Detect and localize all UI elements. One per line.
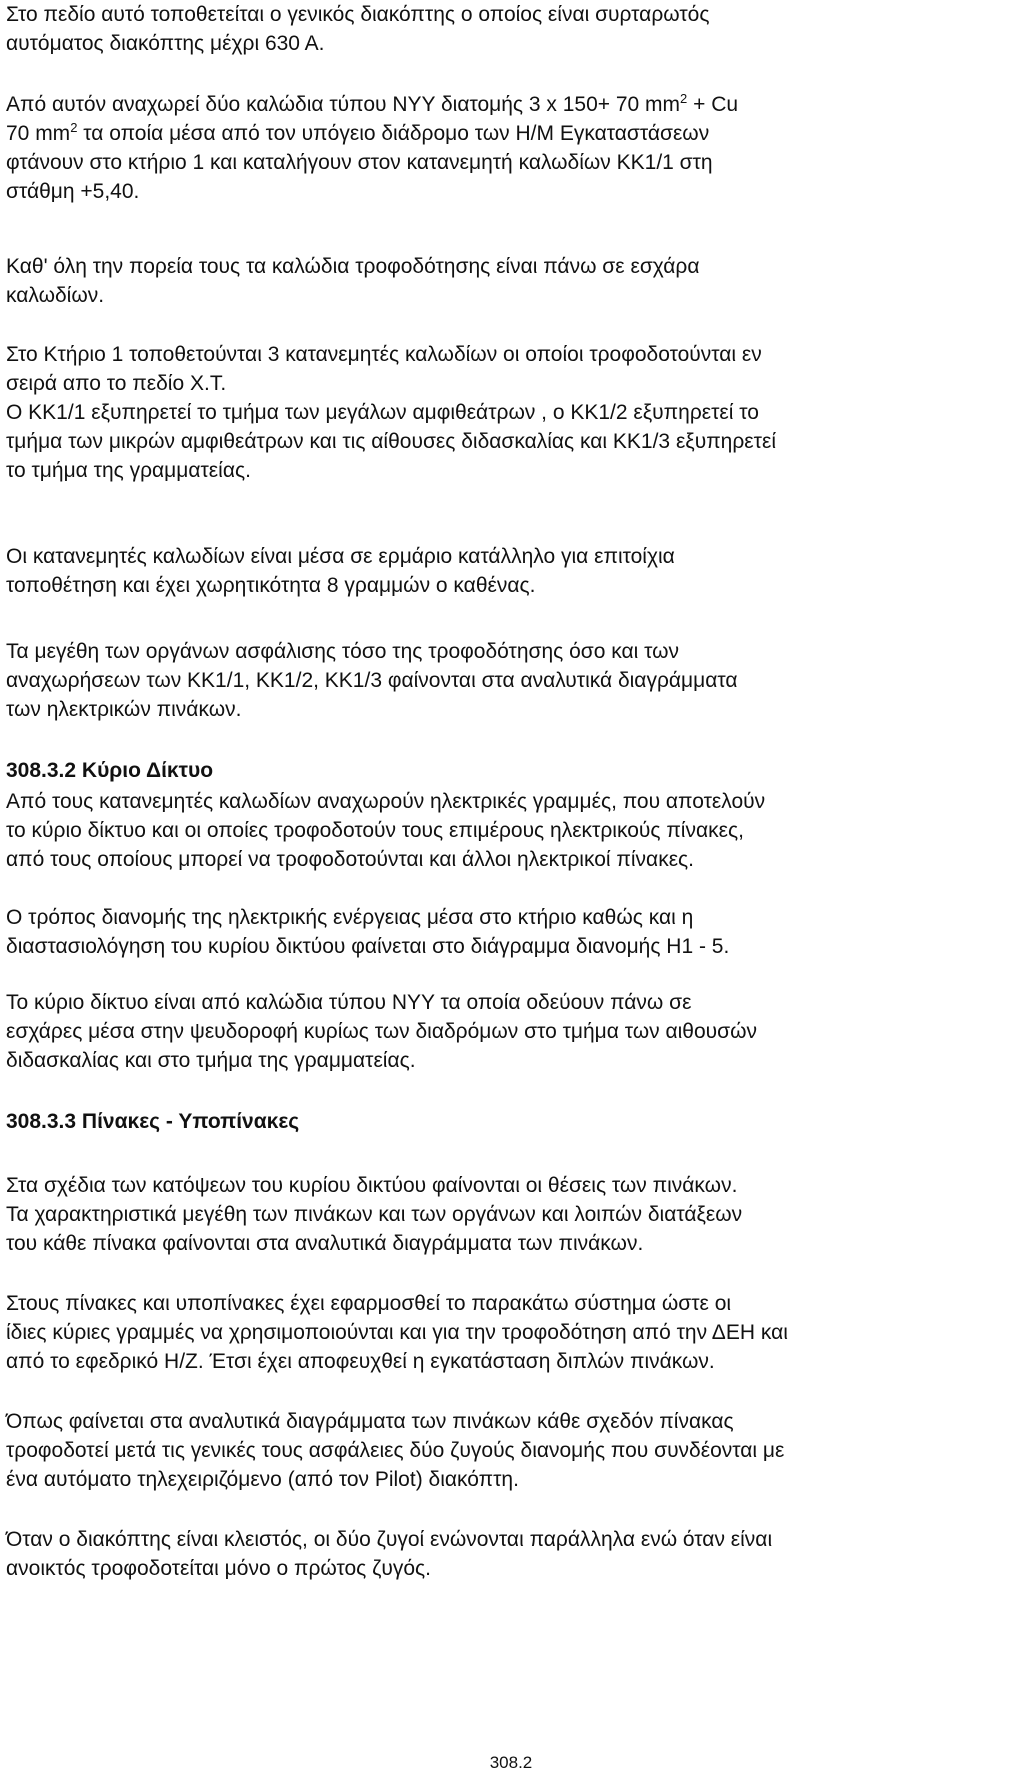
cables-text-a: Από αυτόν αναχωρεί δύο καλώδια τύπου NYY διατομής 3 x 150+ 70 mm [6, 93, 681, 116]
paragraph-panel-positions: Στα σχέδια των κατόψεων του κυρίου δικτύου φαίνονται οι θέσεις των πινάκων. Τα χαρακτηριστικά μεγέθη των πινάκων και των οργάνων και λοιπών διατάξεων του κάθε πίνακα φαίνονται στα αναλυτικά διαγράμματα των πινάκων. [6, 1174, 743, 1255]
paragraph-cabinet: Οι κατανεμητές καλωδίων είναι μέσα σε ερμάριο κατάλληλο για επιτοίχια τοποθέτηση και έχει χωρητικότητα 8 γραμμών ο καθένας. [6, 545, 675, 597]
paragraph-distributors: Στο Κτήριο 1 τοποθετούνται 3 κατανεμητές καλωδίων οι οποίοι τροφοδοτούνται εν σειρά απο το πεδίο Χ.Τ. Ο ΚΚ1/1 εξυπηρετεί το τμήμα των μεγάλων αμφιθεάτρων , ο ΚΚ1/2 εξυπηρετεί το τμήμα των μικρών αμφιθεάτρων και τις αίθουσες διδασκαλίας και ΚΚ1/3 εξυπηρετεί το τμήμα της γραμματείας. [6, 343, 776, 482]
section-heading-main-network: 308.3.2 Κύριο Δίκτυο [6, 759, 214, 782]
paragraph-busbars: Όπως φαίνεται στα αναλυτικά διαγράμματα των πινάκων κάθε σχεδόν πίνακας τροφοδοτεί μετά τις γενικές τους ασφάλειες δύο ζυγούς διανομής που συνδέονται με ένα αυτόματο τηλεχειριζόμενο (από τον Pilot) διακόπτη. [6, 1410, 785, 1491]
paragraph-backup-system: Στους πίνακες και υποπίνακες έχει εφαρμοσθεί το παρακάτω σύστημα ώστε οι ίδιες κύριες γραμμές να χρησιμοποιούνται και για την τροφοδότηση από την ΔΕΗ και από το εφεδρικό Η/Ζ. Έτσι έχει αποφευχθεί η εγκατάσταση διπλών πινάκων. [6, 1292, 788, 1373]
section-heading-panels: 308.3.3 Πίνακες - Υποπίνακες [6, 1110, 300, 1133]
cables-text-c: τα οποία μέσα από τον υπόγειο διάδρομο των Η/Μ Εγκαταστάσεων φτάνουν στο κτήριο 1 και καταλήγουν στον κατανεμητή καλωδίων ΚΚ1/1 στη στάθμη +5,40. [6, 122, 713, 203]
paragraph-protection-sizes: Τα μεγέθη των οργάνων ασφάλισης τόσο της τροφοδότησης όσο και των αναχωρήσεων των ΚΚ1/1, ΚΚ1/2, ΚΚ1/3 φαίνονται στα αναλυτικά διαγράμματα των ηλεκτρικών πινάκων. [6, 640, 738, 721]
paragraph-switch-state: Όταν ο διακόπτης είναι κλειστός, οι δύο ζυγοί ενώνονται παράλληλα ενώ όταν είναι ανοικτός τροφοδοτείται μόνο ο πρώτος ζυγός. [6, 1528, 773, 1580]
superscript-squared: 2 [70, 120, 78, 135]
cables-text-b: + Cu 70 mm [6, 93, 739, 145]
document-page [6, 0, 1016, 1783]
paragraph-cable-tray: Καθ' όλη την πορεία τους τα καλώδια τροφοδότησης είναι πάνω σε εσχάρα καλωδίων. [6, 255, 700, 307]
page-number: 308.2 [489, 1753, 533, 1772]
paragraph-cables-route [6, 90, 1016, 206]
paragraph-main-switch: Στο πεδίο αυτό τοποθετείται ο γενικός διακόπτης ο οποίος είναι συρταρωτός αυτόματος διακόπτης μέχρι 630 Α. [6, 3, 710, 55]
superscript-squared: 2 [680, 91, 688, 106]
paragraph-distribution: Ο τρόπος διανομής της ηλεκτρικής ενέργειας μέσα στο κτήριο καθώς και η διαστασιολόγηση του κυρίου δικτύου φαίνεται στο διάγραμμα διανομής Η1 - 5. [6, 906, 730, 958]
paragraph-network-cables: Το κύριο δίκτυο είναι από καλώδια τύπου NYY τα οποία οδεύουν πάνω σε εσχάρες μέσα στην ψευδοροφή κυρίως των διαδρόμων στο τμήμα των αιθουσών διδασκαλίας και στο τμήμα της γραμματείας. [6, 991, 757, 1072]
paragraph-main-network: Από τους κατανεμητές καλωδίων αναχωρούν ηλεκτρικές γραμμές, που αποτελούν το κύριο δίκτυο και οι οποίες τροφοδοτούν τους επιμέρους ηλεκτρικούς πίνακες, από τους οποίους μπορεί να τροφοδοτούνται και άλλοι ηλεκτρικοί πίνακες. [6, 790, 766, 871]
